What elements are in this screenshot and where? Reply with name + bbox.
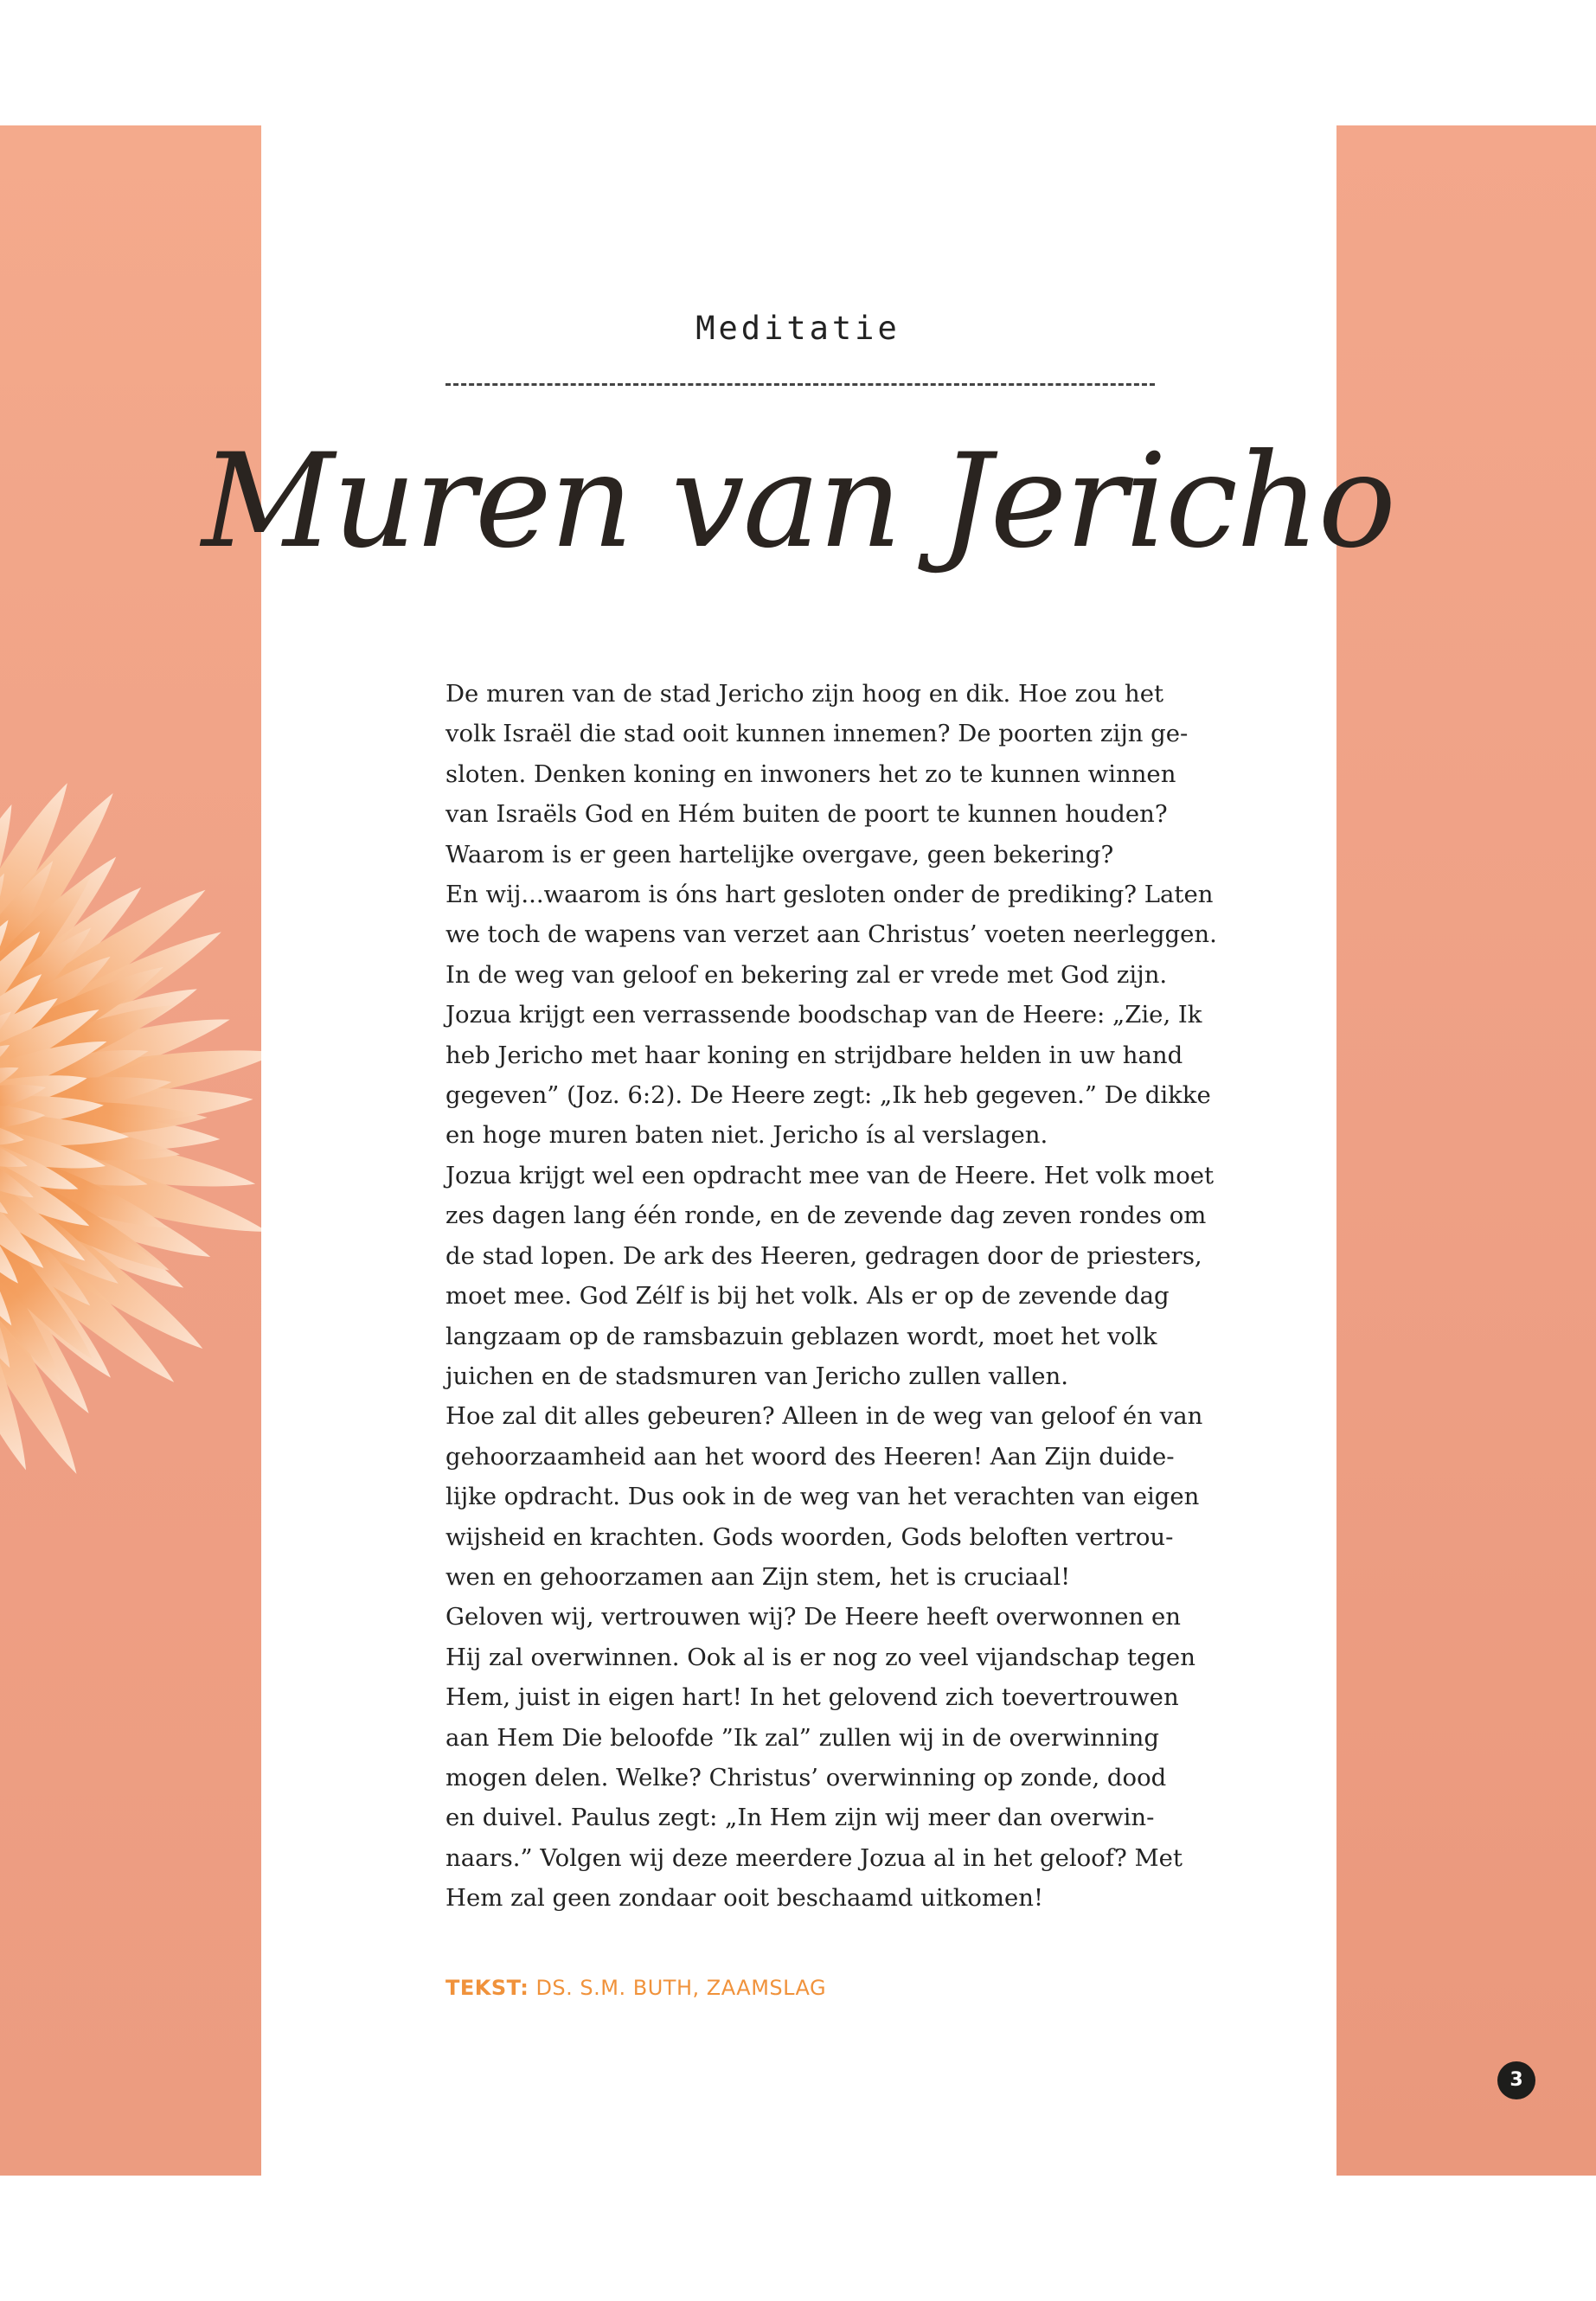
body-line: naars.” Volgen wij deze meerdere Jozua al in het geloof? Met [445,1843,1183,1872]
body-line: en hoge muren baten niet. Jericho ís al verslagen. [445,1121,1048,1150]
body-line: heb Jericho met haar koning en strijdbare helden in uw hand [445,1041,1183,1069]
body-line: de stad lopen. De ark des Heeren, gedragen door de priesters, [445,1241,1202,1270]
body-line: en duivel. Paulus zegt: „In Hem zijn wij meer dan overwin- [445,1804,1155,1832]
body-line: Jozua krijgt wel een opdracht mee van de Heere. Het volk moet [445,1161,1215,1189]
page-number-badge: 3 [1497,2061,1535,2099]
body-line: En wij...waarom is óns hart gesloten onder de prediking? Laten [445,881,1214,909]
body-line: sloten. Denken koning en inwoners het zo te kunnen winnen [445,760,1176,788]
body-line: Hem, juist in eigen hart! In het gelovend zich toevertrouwen [445,1683,1179,1712]
body-line: aan Hem Die beloofde ”Ik zal” zullen wij in de overwinning [445,1723,1159,1752]
author-credit [445,1976,826,2000]
body-line: volk Israël die stad ooit kunnen innemen? De poorten zijn ge- [445,720,1189,748]
body-line: lijke opdracht. Dus ook in de weg van het verachten van eigen [445,1483,1200,1511]
body-line: Waarom is er geen hartelijke overgave, geen bekering? [445,840,1114,868]
body-line: wijsheid en krachten. Gods woorden, Gods beloften vertrou- [445,1522,1174,1551]
dashed-divider [445,383,1155,386]
body-line: van Israëls God en Hém buiten de poort te kunnen houden? [445,800,1168,829]
body-line: wen en gehoorzamen aan Zijn stem, het is cruciaal! [445,1562,1071,1591]
credit-label: TEKST: [445,1976,529,2000]
body-line: langzaam op de ramsbazuin geblazen wordt, moet het volk [445,1322,1157,1350]
body-line: we toch de wapens van verzet aan Christus’ voeten neerleggen. [445,920,1217,949]
body-line: mogen delen. Welke? Christus’ overwinning op zonde, dood [445,1763,1167,1791]
body-line: De muren van de stad Jericho zijn hoog en dik. Hoe zou het [445,680,1164,708]
body-line: moet mee. God Zélf is bij het volk. Als er op de zevende dag [445,1282,1170,1311]
body-line: In de weg van geloof en bekering zal er vrede met God zijn. [445,960,1168,989]
body-line: juichen en de stadsmuren van Jericho zullen vallen. [445,1362,1068,1390]
body-line: Hem zal geen zondaar ooit beschaamd uitkomen! [445,1884,1044,1913]
section-label: Meditatie [695,310,901,347]
body-line: Hoe zal dit alles gebeuren? Alleen in de weg van geloof én van [445,1402,1203,1431]
body-line: Geloven wij, vertrouwen wij? De Heere heeft overwonnen en [445,1603,1181,1631]
body-line: Jozua krijgt een verrassende boodschap van de Heere: „Zie, Ik [445,1001,1202,1029]
article-body [445,674,1217,1919]
article-title: Muren van Jericho [202,426,1394,577]
credit-author: DS. S.M. BUTH, ZAAMSLAG [535,1976,827,2000]
body-line: zes dagen lang één ronde, en de zevende dag zeven rondes om [445,1202,1207,1230]
body-line: gegeven” (Joz. 6:2). De Heere zegt: „Ik heb gegeven.” De dikke [445,1081,1211,1110]
body-line: gehoorzaamheid aan het woord des Heeren! Aan Zijn duide- [445,1442,1175,1471]
body-line: Hij zal overwinnen. Ook al is er nog zo veel vijandschap tegen [445,1643,1195,1671]
